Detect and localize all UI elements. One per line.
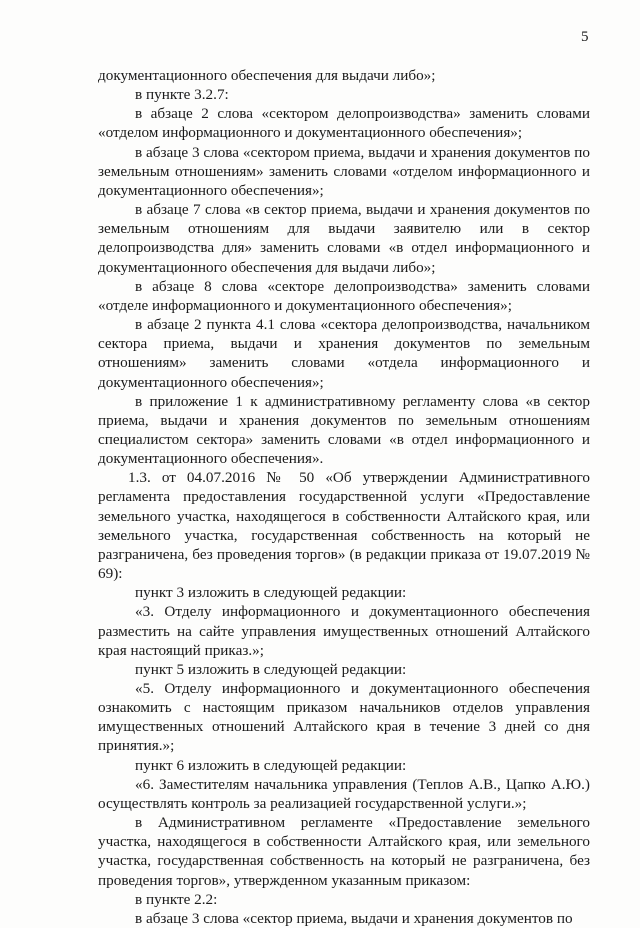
paragraph: в приложение 1 к административному регламенту слова «в сектор приема, выдачи и хранения документов по земельным отношениям специалистом сектора» заменить словами «в отдел информационного и документационного обеспечения».: [98, 392, 590, 468]
document-body: [98, 66, 590, 928]
paragraph: в абзаце 2 слова «сектором делопроизводства» заменить словами «отделом информационного и документационного обеспечения»;: [98, 105, 590, 142]
paragraph: документационного обеспечения для выдачи либо»;: [98, 67, 436, 84]
paragraph: «3. Отделу информационного и документационного обеспечения разместить на сайте управления имущественных отношений Алтайского края настоящий приказ.»;: [98, 603, 590, 659]
paragraph: в пункте 2.2:: [135, 890, 218, 908]
paragraph: в абзаце 7 слова «в сектор приема, выдачи и хранения документов по земельным отношениям для выдачи заявителю или в сектор делопроизводства для» заменить словами «в отдел информационного и документационного обеспечения для выдачи либо»;: [98, 201, 590, 276]
page-number: 5: [581, 29, 589, 45]
paragraph: в Административном регламенте «Предоставление земельного участка, находящегося в собственности Алтайского края, или земельного участка, государственная собственность на который не разграничена, без проведения торгов», утвержденном указанным приказом:: [98, 814, 590, 889]
paragraph: в абзаце 3 слова «сектором приема, выдачи и хранения документов по земельным отношениям» заменить словами «отделом информационного и документационного обеспечения»;: [98, 143, 590, 199]
paragraph: в абзаце 2 пункта 4.1 слова «сектора делопроизводства, начальником сектора приема, выдачи и хранения документов по земельным отношениям» заменить словами «отдела информационного и документационного обеспечения»;: [98, 316, 590, 391]
paragraph: пункт 6 изложить в следующей редакции:: [135, 756, 407, 774]
paragraph: в абзаце 8 слова «секторе делопроизводства» заменить словами «отделе информационного и документационного обеспечения»;: [98, 277, 590, 314]
paragraph: в абзаце 3 слова «сектор приема, выдачи и хранения документов по: [135, 909, 573, 927]
paragraph: пункт 5 изложить в следующей редакции:: [135, 660, 407, 678]
paragraph: пункт 3 изложить в следующей редакции:: [135, 584, 407, 602]
paragraph: «6. Заместителям начальника управления (Теплов А.В., Цапко А.Ю.) осуществлять контроль за реализацией государственной услуги.»;: [98, 775, 590, 812]
paragraph: «5. Отделу информационного и документационного обеспечения ознакомить с настоящим приказом начальников отделов управления имущественных отношений Алтайского края в течение 3 дней со дня принятия.»;: [98, 680, 590, 755]
paragraph: в пункте 3.2.7:: [135, 86, 229, 104]
paragraph: 1.3. от 04.07.2016 № 50 «Об утверждении Административного регламента предоставления государственной услуги «Предоставление земельного участка, находящегося в собственности Алтайского края, или земельного участка, государственная собственность на который не разграничена, без проведения торгов» (в редакции приказа от 19.07.2019 № 69):: [98, 469, 590, 583]
